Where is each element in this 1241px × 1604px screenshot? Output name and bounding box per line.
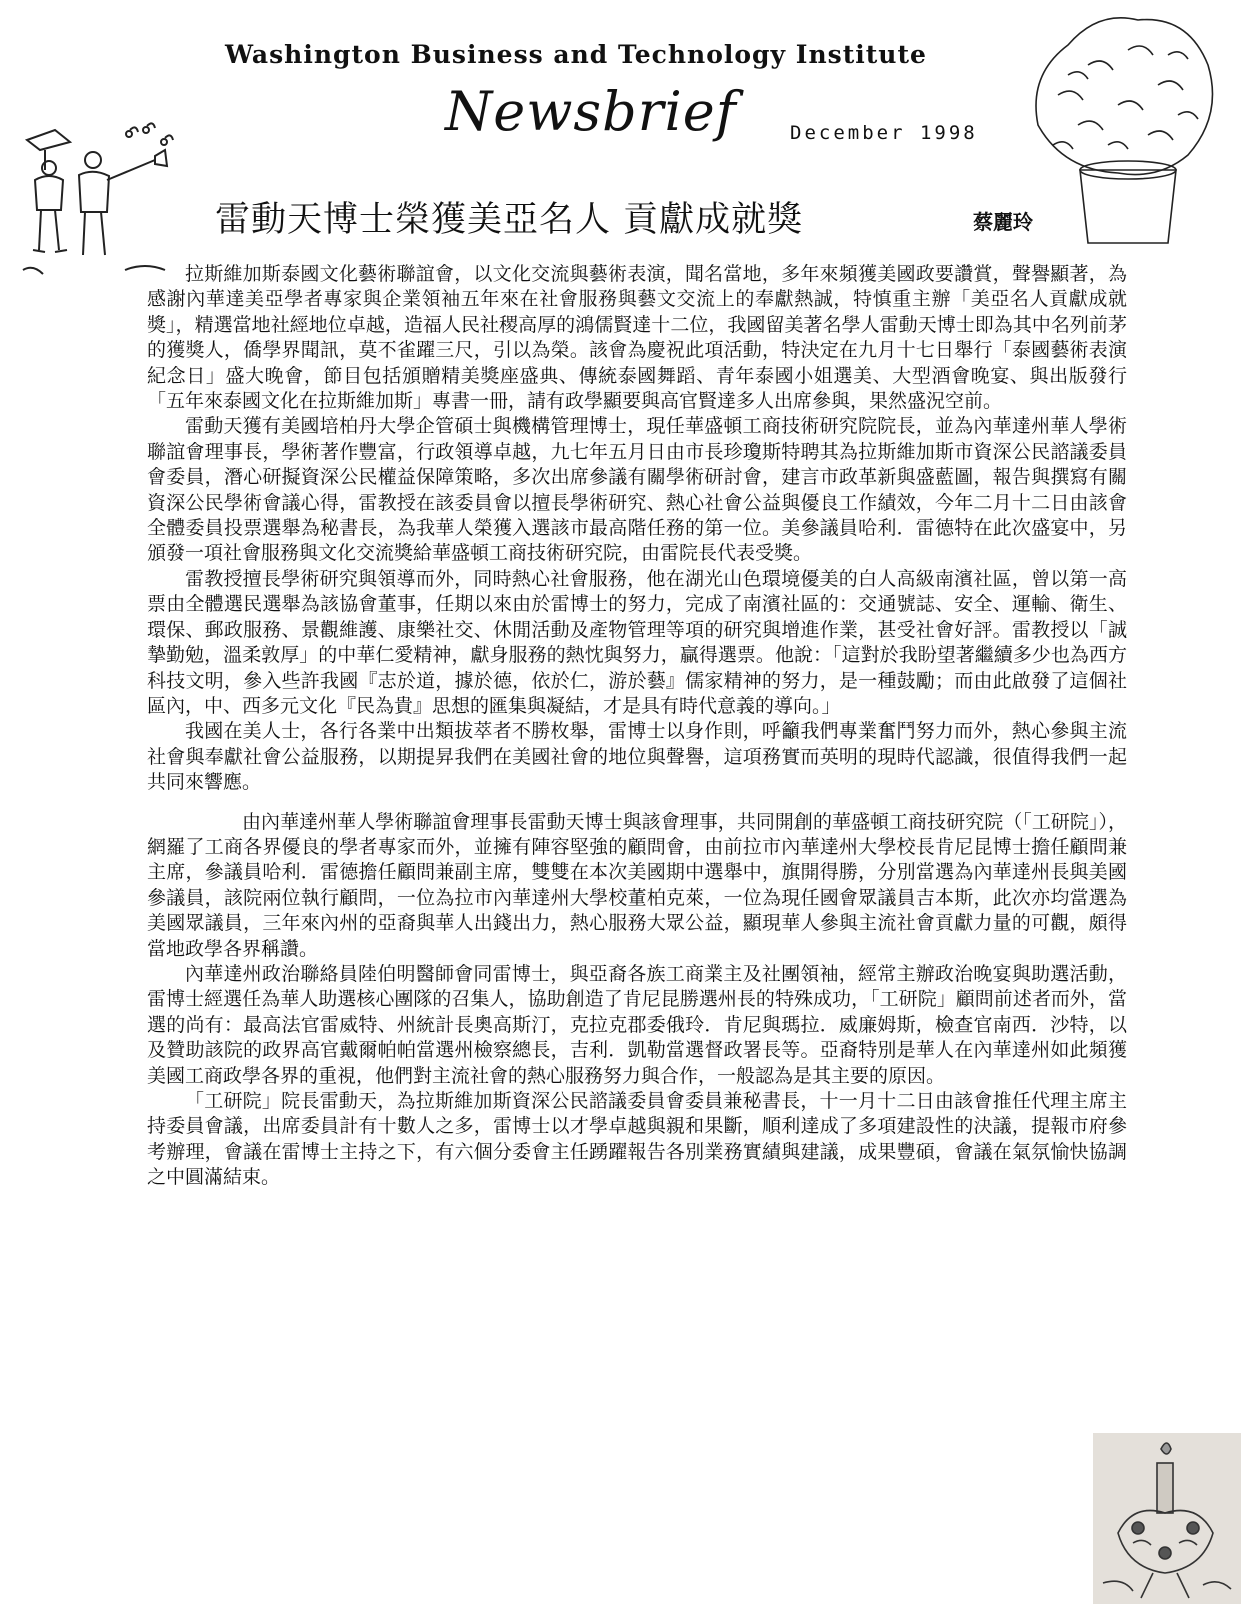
article-paragraph: 雷動天獲有美國培柏丹大學企管碩士與機構管理博士，現任華盛頓工商技術研究院院長，並為內華達州華人學術聯誼會理事長，學術著作豐富，行政領導卓越，九七年五月日由市長珍瓊斯特聘其為拉斯維加斯市資深公民諮議委員會委員，潛心研擬資深公民權益保障策略，多次出席參議有關學術研討會，建言市政革新與盛藍圖，報告與撰寫有關資深公民學術會議心得，雷教授在該委員會以擅長學術研究、熱心社會公益與優良工作績效，今年二月十二日由該會全體委員投票選舉為秘書長，為我華人榮獲入選該市最高階任務的第一位。美參議員哈利．雷德特在此次盛宴中，另頒發一項社會服務與文化交流獎給華盛頓工商技術研究院，由雷院長代表受獎。 (147, 415, 1127, 565)
article-paragraph: 內華達州政治聯絡員陸伯明醫師會同雷博士，與亞裔各族工商業主及社團領袖，經常主辦政治晚宴與助選活動，雷博士經選任為華人助選核心團隊的召集人，協助創造了肯尼昆勝選州長的特殊成功，「工研院」顧問前述者而外，當選的尚有：最高法官雷威特、州統計長奧高斯汀，克拉克郡委俄玲．肯尼與瑪拉．威廉姆斯，檢查官南西．沙特，以及贊助該院的政界高官戴爾帕帕當選州檢察總長，吉利．凱勒當選督政署長等。亞裔特別是華人在內華達州如此頻獲美國工商政學各界的重視，他們對主流社會的熱心服務努力與合作，一般認為是其主要的原因。 (147, 962, 1127, 1087)
article-body (147, 262, 1127, 1497)
article-paragraph: 我國在美人士，各行各業中出類拔萃者不勝枚舉，雷博士以身作則，呼籲我們專業奮鬥努力而外，熱心參與主流社會與奉獻社會公益服務，以期提昇我們在美國社會的地位與聲譽，這項務實而英明的現時代認識，很值得我們一起共同來響應。 (147, 720, 1127, 794)
article-author: 蔡麗玲 (973, 210, 1033, 234)
article-paragraph: 「工研院」院長雷動天，為拉斯維加斯資深公民諮議委員會委員兼秘書長，十一月十二日由該會推任代理主席主持委員會議，出席委員計有十數人之多，雷博士以才學卓越與親和果斷，順利達成了多項建設性的決議，提報市府參考辦理，會議在雷博士主持之下，有六個分委會主任踴躍報告各別業務實績與建議，成果豐碩，會議在氣氛愉快協調之中圓滿結束。 (147, 1090, 1127, 1189)
organization-name: Washington Business and Technology Institute (225, 40, 927, 69)
article-paragraph: 由內華達州華人學術聯誼會理事長雷動天博士與該會理事，共同開創的華盛頓工商技研究院（「工研院」），網羅了工商各界優良的學者專家而外，並擁有陣容堅強的顧問會，由前拉市內華達州大學校長肯尼昆博士擔任顧問兼主席，參議員哈利．雷德擔任顧問兼副主席，雙雙在本次美國期中選舉中，旗開得勝，分別當選為內華達州長與美國參議員，該院兩位執行顧問，一位為拉市內華達州大學校董柏克萊，一位為現任國會眾議員吉本斯，此次亦均當選為美國眾議員，三年來內州的亞裔與華人出錢出力，熱心服務大眾公益，顯現華人參與主流社會貢獻力量的可觀，頗得當地政學各界稱讚。 (147, 810, 1127, 960)
article-headline: 雷動天博士榮獲美亞名人 貢獻成就獎 (215, 200, 804, 240)
potted-plant-illustration (1018, 5, 1228, 250)
candle-wreath-illustration (1093, 1433, 1241, 1604)
article-paragraph: 雷教授擅長學術研究與領導而外，同時熱心社會服務，他在湖光山色環境優美的白人高級南濱社區，曾以第一高票由全體選民選舉為該協會董事，任期以來由於雷博士的努力，完成了南濱社區的：交通號誌、安全、運輸、衛生、環保、郵政服務、景觀維護、康樂社交、休閒活動及產物管理等項的研究與增進作業，甚受社會好評。雷教授以「誠摯勤勉，溫柔敦厚」的中華仁愛精神，獻身服務的熱忱與努力，贏得選票。他說：「這對於我盼望著繼續多少也為西方科技文明，參入些許我國『志於道，據於德，依於仁，游於藝』儒家精神的努力，是一種鼓勵；而由此啟發了這個社區內，中、西多元文化『民為貴』思想的匯集與凝結，才是具有時代意義的導向。」 (147, 567, 1127, 717)
issue-date: December 1998 (790, 122, 978, 144)
article-paragraph: 拉斯維加斯泰國文化藝術聯誼會，以文化交流與藝術表演，聞名當地，多年來頻獲美國政要讚賞，聲譽顯著，為感謝內華達美亞學者專家與企業領袖五年來在社會服務與藝文交流上的奉獻熱誠，特慎重主辦「美亞名人貢獻成就獎」，精選當地社經地位卓越，造福人民社稷高厚的鴻儒賢達十二位，我國留美著名學人雷動天博士即為其中名列前茅的獲獎人，僑學界聞訊，莫不雀躍三尺，引以為榮。該會為慶祝此項活動，特決定在九月十七日舉行「泰國藝術表演紀念日」盛大晚會，節目包括頒贈精美獎座盛典、傳統泰國舞蹈、青年泰國小姐選美、大型酒會晚宴、與出版發行「五年來泰國文化在拉斯維加斯」專書一冊，請有政學顯要與高官賢達多人出席參與，果然盛況空前。 (147, 263, 1127, 413)
publication-title: Newsbrief (445, 80, 737, 143)
